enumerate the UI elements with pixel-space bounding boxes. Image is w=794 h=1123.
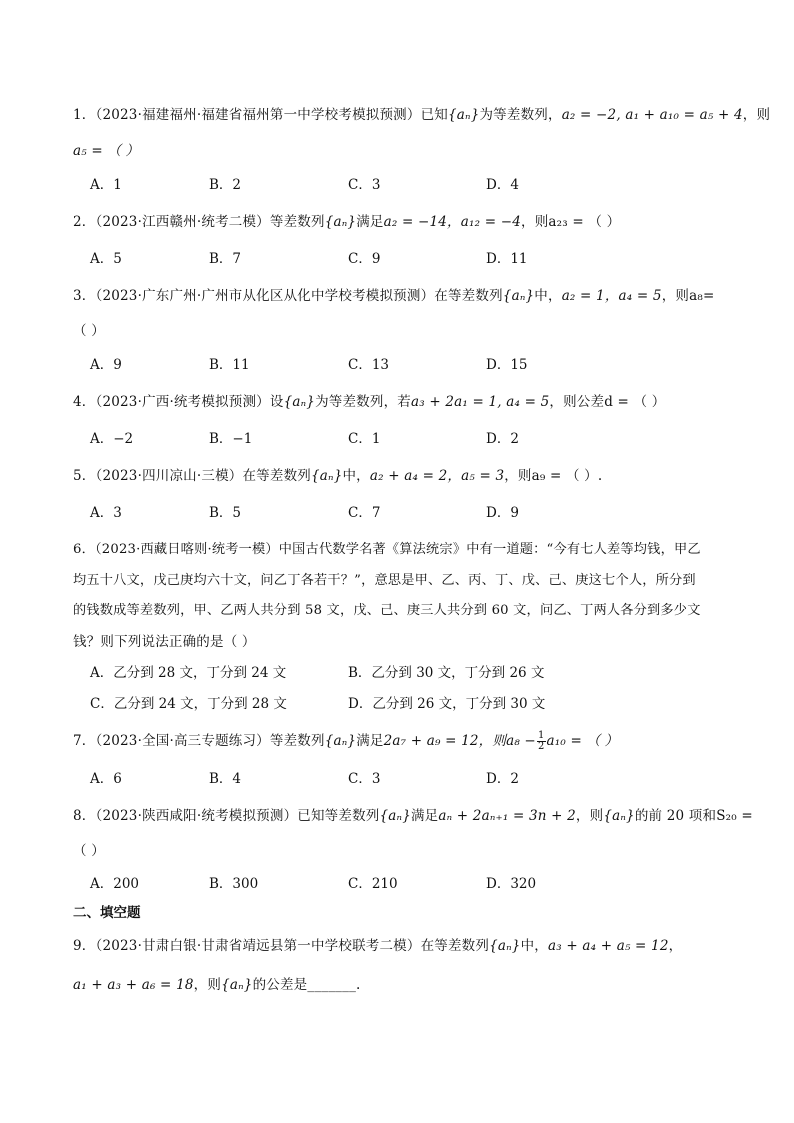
- question-8-text-mid: 满足: [410, 808, 439, 824]
- question-8-text: 8．（2023·陕西咸阳·统考模拟预测）已知等差数列: [73, 808, 380, 824]
- question-9-condition-1: a₃ + a₄ + a₅ = 12: [547, 938, 669, 954]
- question-1-line-1: [73, 104, 770, 126]
- question-4-condition: a₃ + 2a₁ = 1, a₄ = 5: [410, 394, 550, 410]
- question-1-option-c[interactable]: C．3: [348, 177, 381, 193]
- sequence-symbol: {aₙ}: [310, 468, 343, 484]
- question-3-line-1: [73, 285, 714, 307]
- question-3-condition: a₂ = 1，a₄ = 5: [561, 288, 662, 304]
- question-9-text-end: 的公差是: [252, 977, 308, 993]
- question-4-option-c[interactable]: C．1: [348, 431, 381, 447]
- question-9-condition-2: a₁ + a₃ + a₆ = 18: [73, 977, 194, 993]
- question-7-expression: ，则a₈ −: [478, 733, 536, 749]
- question-3-text: 3．（2023·广东广州·广州市从化区从化中学校考模拟预测）在等差数列: [73, 288, 503, 304]
- question-6-option-a[interactable]: A．乙分到 28 文，丁分到 24 文: [90, 665, 287, 681]
- question-6-line-2: 均五十八文，戊己庚均六十文，问乙丁各若干？”，意思是甲、乙、丙、丁、戊、己、庚这七个人，所分到: [73, 573, 696, 588]
- sequence-symbol: {aₙ}: [489, 938, 521, 954]
- question-8-option-b[interactable]: B．300: [209, 876, 259, 892]
- question-7-option-a[interactable]: A．6: [90, 771, 122, 787]
- question-9-period: .: [356, 977, 361, 993]
- question-9-line-2: [73, 974, 361, 996]
- question-4-line-1: [73, 391, 665, 413]
- question-3-option-c[interactable]: C．13: [348, 357, 390, 373]
- question-1-text-mid: 为等差数列，: [479, 107, 562, 123]
- sequence-symbol: {aₙ}: [221, 977, 253, 993]
- question-7-option-c[interactable]: C．3: [348, 771, 381, 787]
- question-5-line-1: [73, 465, 602, 487]
- question-3-option-b[interactable]: B．11: [209, 357, 250, 373]
- question-8-line-2: （ ）: [73, 843, 105, 859]
- question-6-option-d[interactable]: D．乙分到 26 文，丁分到 30 文: [348, 696, 546, 712]
- question-9-text-mid2: ，则: [193, 977, 222, 993]
- question-2-text: 2．（2023·江西赣州·统考二模）等差数列: [73, 214, 325, 230]
- answer-blank[interactable]: _______: [307, 977, 357, 993]
- question-5-text-mid: 中，: [342, 468, 370, 484]
- question-9-text-mid: 中，: [520, 938, 548, 954]
- question-4-text: 4．（2023·广西·统考模拟预测）设: [73, 394, 284, 410]
- question-5-text-end: ，则a₉ = （ ）.: [504, 468, 603, 484]
- question-6-line-1: 6．（2023·西藏日喀则·统考一模）中国古代数学名著《算法统宗》中有一道题：“今有七人差等均钱，甲乙: [73, 542, 701, 557]
- question-4-option-a[interactable]: A．−2: [90, 431, 134, 447]
- question-1-text-end: ，则: [742, 107, 771, 123]
- sequence-symbol: {aₙ}: [324, 214, 357, 230]
- question-1-text: 1．（2023·福建福州·福建省福州第一中学校考模拟预测）已知: [73, 107, 448, 123]
- question-2-option-c[interactable]: C．9: [348, 251, 381, 267]
- question-8-option-c[interactable]: C．210: [348, 876, 398, 892]
- question-5-text: 5．（2023·四川凉山·三模）在等差数列: [73, 468, 311, 484]
- question-4-option-b[interactable]: B．−1: [209, 431, 253, 447]
- question-2-option-d[interactable]: D．11: [486, 251, 528, 267]
- question-1-option-a[interactable]: A．1: [90, 177, 122, 193]
- question-5-option-d[interactable]: D．9: [486, 505, 519, 521]
- question-5-condition: a₂ + a₄ = 2，a₅ = 3: [369, 468, 505, 484]
- question-4-text-mid: 为等差数列，若: [315, 394, 411, 410]
- question-6-option-b[interactable]: B．乙分到 30 文，丁分到 26 文: [348, 665, 545, 681]
- question-6-line-4: 钱？则下列说法正确的是（ ）: [73, 634, 256, 650]
- question-9-line-1: [73, 935, 682, 957]
- question-1-line-2: [73, 140, 139, 162]
- question-8-option-a[interactable]: A．200: [90, 876, 140, 892]
- question-7-text: 7．（2023·全国·高三专题练习）等差数列: [73, 733, 325, 749]
- question-3-option-d[interactable]: D．15: [486, 357, 528, 373]
- sequence-symbol: {aₙ}: [447, 107, 480, 123]
- question-7-text-mid: 满足: [356, 733, 384, 749]
- question-7-condition: 2a₇ + a₉ = 12: [383, 733, 479, 749]
- sequence-symbol: {aₙ}: [502, 288, 535, 304]
- question-1-condition: a₂ = −2, a₁ + a₁₀ = a₅ + 4: [561, 107, 743, 123]
- question-5-option-a[interactable]: A．3: [90, 505, 122, 521]
- question-7-option-b[interactable]: B．4: [209, 771, 242, 787]
- question-3-line-2: （ ）: [73, 323, 105, 339]
- question-4-option-d[interactable]: D．2: [486, 431, 519, 447]
- question-7-option-d[interactable]: D．2: [486, 771, 519, 787]
- sequence-symbol: {aₙ}: [324, 733, 357, 749]
- question-6-option-c[interactable]: C．乙分到 24 文，丁分到 28 文: [90, 696, 287, 712]
- one-half-fraction: [537, 731, 546, 752]
- question-6-line-3: 的钱数成等差数列，甲、乙两人共分到 58 文，戊、己、庚三人共分到 60 文，问乙、丁两人各分到多少文: [73, 603, 701, 618]
- question-1-option-b[interactable]: B．2: [209, 177, 242, 193]
- question-9-comma: ，: [668, 938, 683, 954]
- question-5-option-b[interactable]: B．5: [209, 505, 242, 521]
- question-2-line-1: [73, 211, 620, 233]
- question-2-option-b[interactable]: B．7: [209, 251, 242, 267]
- fraction-numerator: 1: [537, 730, 545, 741]
- sequence-symbol: {aₙ}: [283, 394, 316, 410]
- question-3-option-a[interactable]: A．9: [90, 357, 122, 373]
- question-2-text-end: ，则a₂₃ = （ ）: [521, 214, 621, 230]
- question-8-text-mid2: ，则: [575, 808, 604, 824]
- question-3-text-end: ，则a₈=: [661, 288, 715, 304]
- question-5-option-c[interactable]: C．7: [348, 505, 381, 521]
- question-3-text-mid: 中，: [534, 288, 562, 304]
- question-7-expression-end: a₁₀ = （ ）: [546, 733, 619, 749]
- section-fill-in-heading: 二、填空题: [73, 905, 141, 921]
- question-1-option-d[interactable]: D．4: [486, 177, 519, 193]
- question-8-option-d[interactable]: D．320: [486, 876, 537, 892]
- question-8-text-end: 的前 20 项和S₂₀ =: [634, 808, 753, 824]
- sequence-symbol: {aₙ}: [603, 808, 635, 824]
- question-2-condition: a₂ = −14，a₁₂ = −4: [383, 214, 522, 230]
- sequence-symbol: {aₙ}: [379, 808, 411, 824]
- fraction-denominator: 2: [537, 741, 545, 752]
- question-1-ask: a₅ = （ ）: [73, 143, 140, 159]
- question-8-condition: aₙ + 2aₙ₊₁ = 3n + 2: [438, 808, 576, 824]
- question-7-line-1: [73, 730, 618, 752]
- question-9-text: 9．（2023·甘肃白银·甘肃省靖远县第一中学校联考二模）在等差数列: [73, 938, 490, 954]
- question-2-text-mid: 满足: [356, 214, 384, 230]
- question-4-text-end: ，则公差d = （ ）: [549, 394, 666, 410]
- question-8-line-1: [73, 805, 753, 827]
- question-2-option-a[interactable]: A．5: [90, 251, 122, 267]
